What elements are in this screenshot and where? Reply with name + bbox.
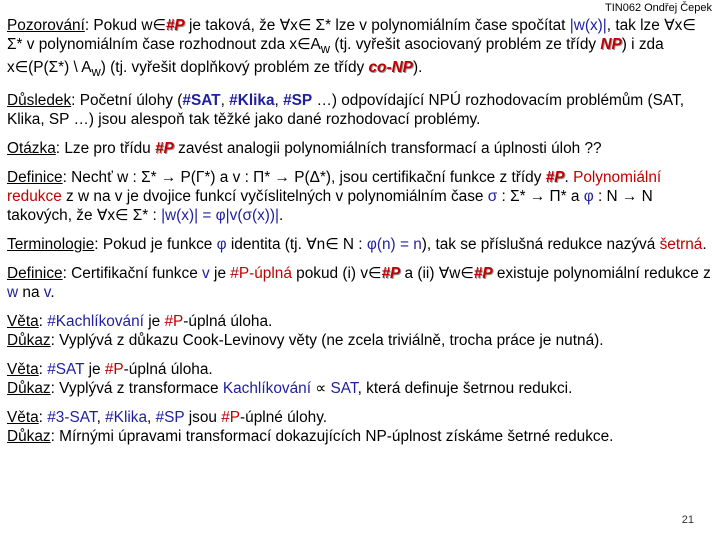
text: existuje polynomiální redukce z [492, 265, 711, 283]
proof-term: Důkaz [7, 428, 51, 446]
theorem-term: Věta [7, 313, 39, 331]
text: , [147, 409, 156, 427]
text: : Nechť w : Σ* → P(Γ*) a v : Π* → P(Δ*), jsou certifikační funkce z třídy [62, 169, 546, 187]
polynomial-reduction-term: Polynomiální redukce [7, 169, 662, 206]
text: a (ii) ∀w∈ [400, 265, 474, 283]
function-v: v [43, 284, 51, 302]
text: , [96, 409, 106, 427]
terminology-paragraph [7, 235, 715, 254]
corollary-paragraph [7, 91, 715, 129]
text: : Σ* → Π* a [497, 188, 584, 206]
class-sharp-p: #P [221, 409, 241, 427]
text: ) (tj. vyřešit doplňkový problém ze třídy [100, 59, 369, 77]
class-co-np: co-NP [368, 59, 413, 77]
text: : Pokud je funkce [94, 236, 217, 254]
corollary-term: Důsledek [7, 92, 72, 110]
text: : Vyplývá z transformace [50, 380, 223, 398]
text: -úplná úloha. [123, 361, 213, 379]
text: . [702, 236, 707, 254]
text: , [220, 92, 230, 110]
sigma-symbol: σ [487, 188, 498, 206]
problem-sharp-3sat: #3-SAT [47, 409, 97, 427]
class-sharp-p: #P [473, 265, 493, 283]
class-sharp-p: #P [381, 265, 401, 283]
text: z w na v je dvojice funkcí vyčíslitelných v polynomiálním čase [61, 188, 488, 206]
text: : [38, 409, 48, 427]
problem-sat: SAT [330, 380, 358, 398]
text: -úplné úlohy. [240, 409, 328, 427]
terminology-term: Terminologie [7, 236, 95, 254]
theorem-sat-paragraph [7, 360, 715, 398]
text: ∝ [310, 380, 331, 398]
definition-term: Definice [7, 169, 63, 187]
sharp-p-complete-term: #P-úplná [230, 265, 292, 283]
proof-term: Důkaz [7, 332, 51, 350]
text: ), tak se příslušná redukce nazývá [421, 236, 660, 254]
text: na [18, 284, 44, 302]
text: …) odpovídající NPÚ rozhodovacím problémům (SAT, Klika, SP …) jsou alespoň tak těžké jako dané rozhodovací problémy. [7, 92, 684, 129]
observation-paragraph [7, 16, 715, 81]
header-title: TIN062 Ondřej Čepek [605, 2, 712, 14]
text: : Vyplývá z důkazu Cook-Levinovy věty (ne zcela triviálně, trocha práce je nutná). [50, 332, 604, 350]
function-w: w [7, 284, 19, 302]
problem-sharp-klika: #Klika [105, 409, 148, 427]
reduction-formula: |w(x)| = φ|v(σ(x))| [161, 207, 280, 225]
class-sharp-p: #P [155, 140, 174, 158]
theorem-others-paragraph [7, 408, 715, 446]
subscript: w [320, 41, 331, 57]
text: jsou [184, 409, 222, 427]
text: : Lze pro třídu [55, 140, 156, 158]
problem-sharp-sat: #SAT [182, 92, 221, 110]
theorem-tiling-paragraph [7, 312, 715, 350]
text: ) i zda x∈(P(Σ*) \ A [7, 36, 664, 77]
text: identita (tj. ∀n∈ N : [226, 236, 367, 254]
class-np: NP [600, 36, 622, 53]
text: , [274, 92, 284, 110]
text: je [84, 361, 105, 379]
text: , která definuje šetrnou redukci. [357, 380, 573, 398]
problem-sharp-sat: #SAT [47, 361, 85, 379]
text: : Pokud w∈ [84, 17, 166, 34]
phi-symbol: φ [216, 236, 227, 254]
problem-sharp-klika: #Klika [229, 92, 275, 110]
text: . [279, 207, 284, 225]
parsimonious-term: šetrná [659, 236, 703, 254]
identity-formula: φ(n) = n [366, 236, 422, 254]
class-sharp-p: #P [165, 17, 185, 34]
formula-count: |w(x)| [569, 17, 607, 34]
problem-sharp-sp: #SP [155, 409, 185, 427]
text: pokud (i) v∈ [291, 265, 382, 283]
slide-content [7, 16, 715, 448]
definition-completeness-paragraph [7, 264, 715, 302]
text: , tak lze ∀x∈ Σ* v polynomiálním čase rozhodnout zda x∈A [7, 17, 696, 53]
class-sharp-p: #P [164, 313, 184, 331]
question-term: Otázka [7, 140, 56, 158]
page-number: 21 [681, 514, 694, 526]
text: (tj. vyřešit asociovaný problém ze třídy [330, 36, 601, 53]
text: : Početní úlohy ( [71, 92, 183, 110]
phi-symbol: φ [583, 188, 594, 206]
text: : [38, 361, 48, 379]
text: ). [412, 59, 423, 77]
text: zavést analogii polynomiálních transformací a úplnosti úloh ?? [173, 140, 602, 158]
text: : [38, 313, 48, 331]
problem-tiling: Kachlíkování [222, 380, 311, 398]
class-sharp-p: #P [104, 361, 124, 379]
definition-reduction-paragraph [7, 168, 715, 225]
subscript: w [91, 64, 101, 80]
theorem-term: Věta [7, 409, 39, 427]
text: : Mírnými úpravami transformací dokazujících NP-úplnost získáme šetrné redukce. [50, 428, 614, 446]
class-sharp-p: #P [545, 169, 565, 187]
text: . [50, 284, 55, 302]
function-v: v [202, 265, 210, 283]
text: je [143, 313, 165, 331]
proof-term: Důkaz [7, 380, 51, 398]
text: je [209, 265, 231, 283]
question-paragraph [7, 139, 715, 158]
text: : Certifikační funkce [62, 265, 203, 283]
observation-term: Pozorování [7, 17, 85, 34]
problem-sharp-sp: #SP [283, 92, 313, 110]
text: je taková, že ∀x∈ Σ* lze v polynomiálním čase spočítat [184, 17, 570, 34]
definition-term: Definice [7, 265, 63, 283]
theorem-term: Věta [7, 361, 39, 379]
text: : N → N takových, že ∀x∈ Σ* : [7, 188, 653, 225]
text: -úplná úloha. [183, 313, 273, 331]
text: . [564, 169, 574, 187]
problem-sharp-tiling: #Kachlíkování [47, 313, 144, 331]
